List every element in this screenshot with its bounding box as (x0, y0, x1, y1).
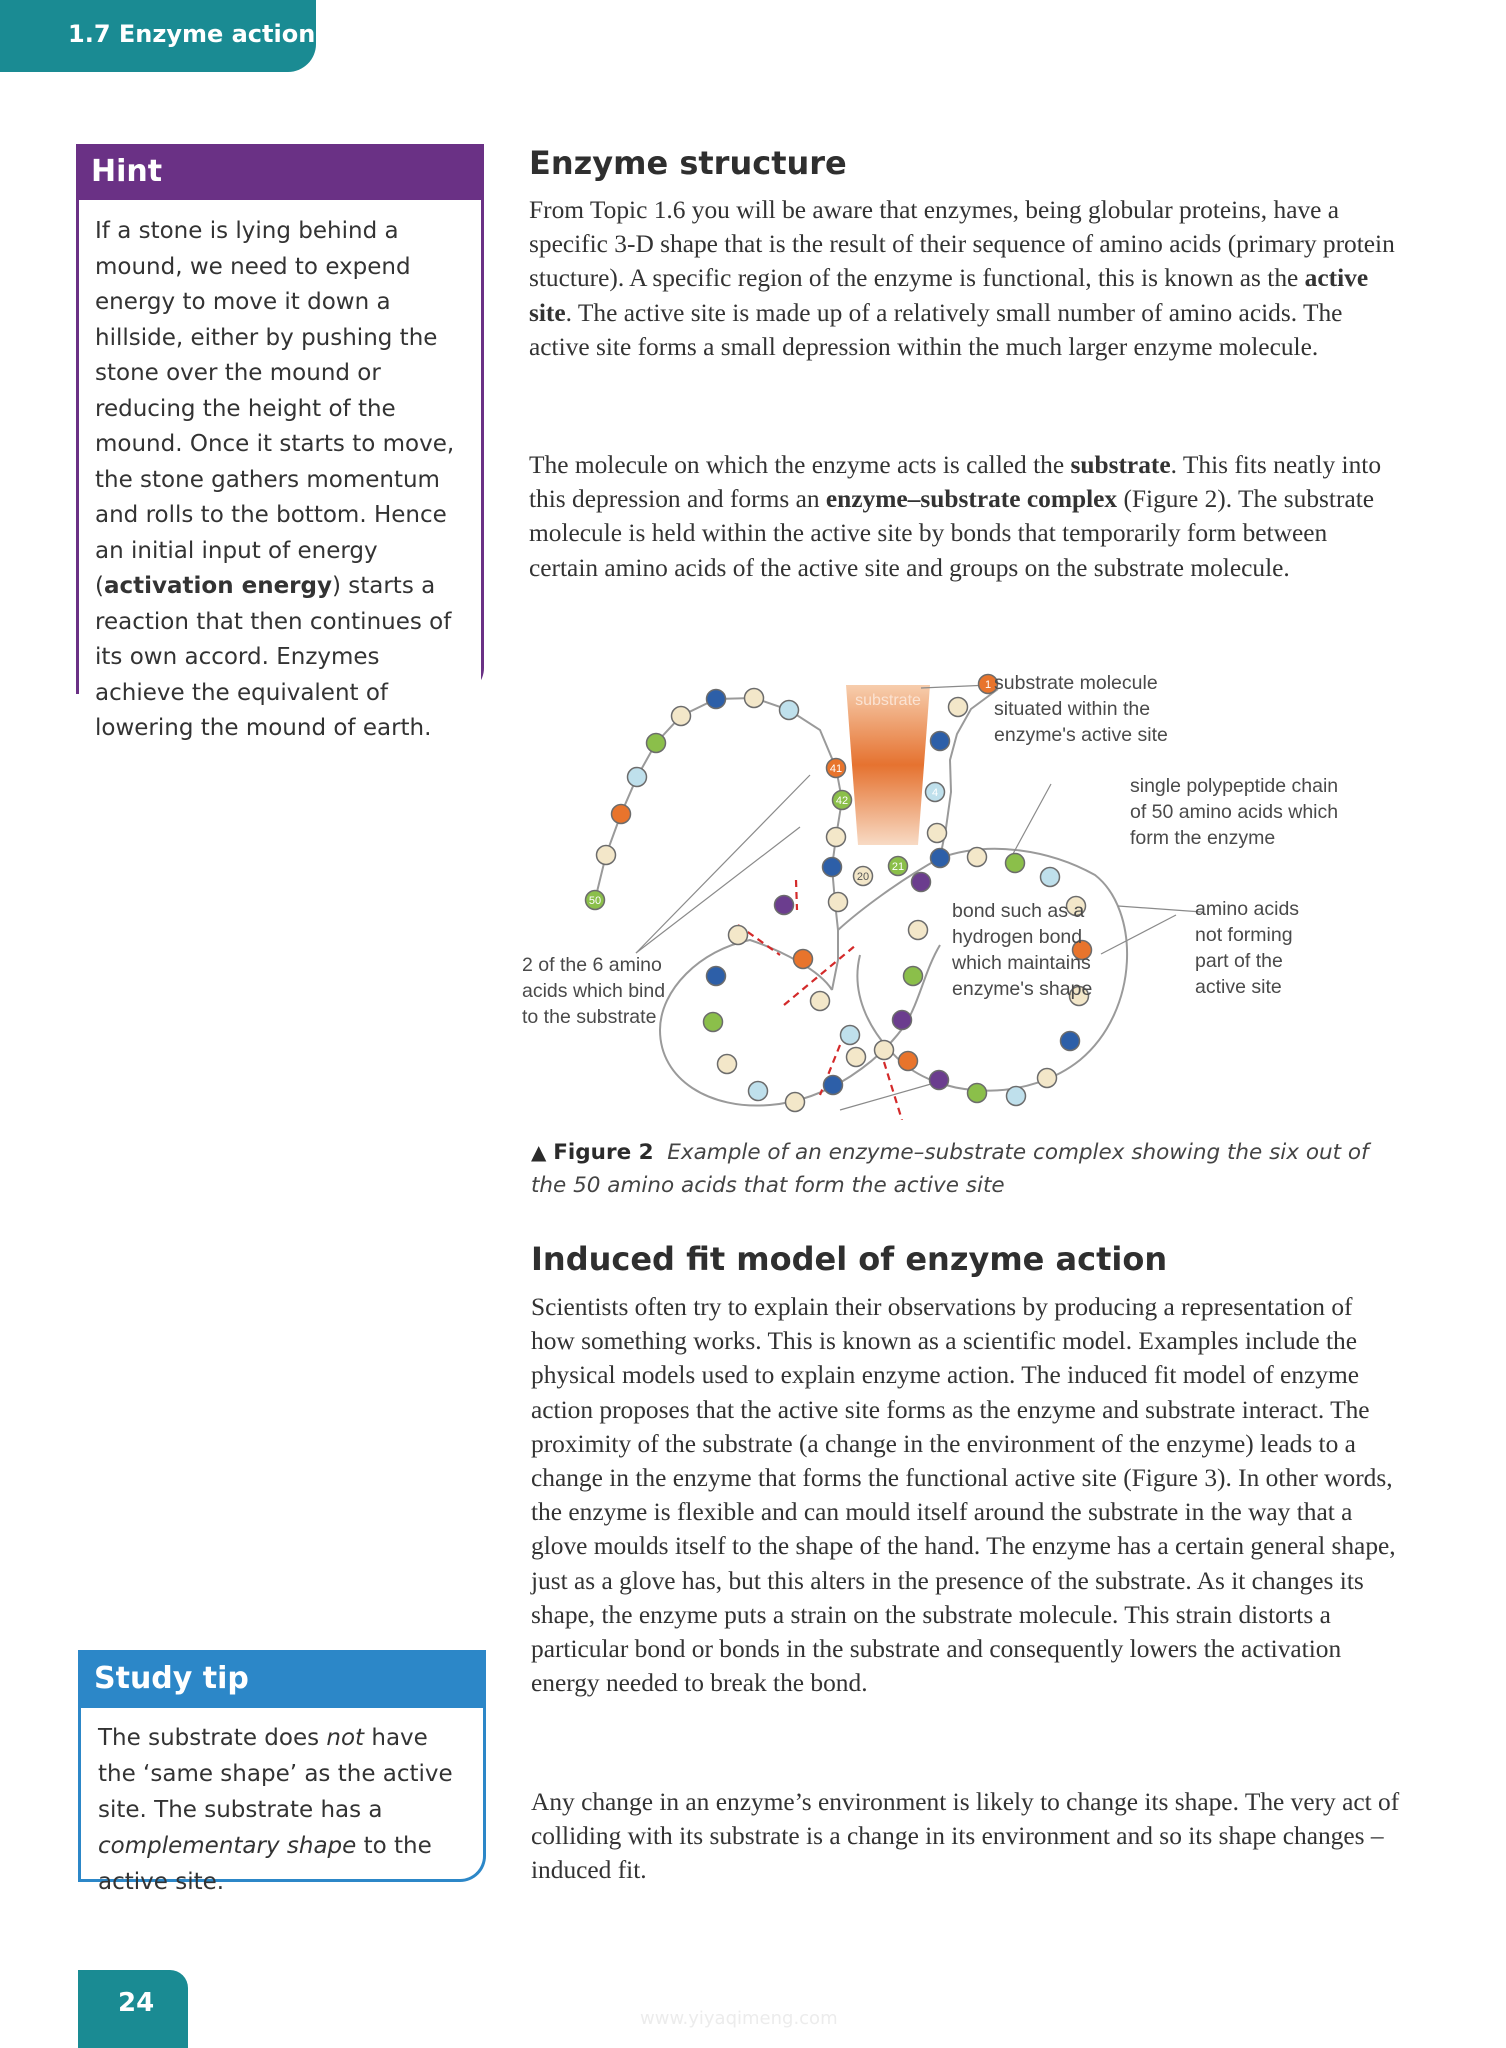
bead-number-42: 42 (835, 795, 849, 807)
label-bind-line-1: 2 of the 6 amino (522, 954, 662, 976)
paragraph-4: Any change in an enzyme’s environment is likely to change its shape. The very act of colliding with its substrate is a change in its environment and so its shape changes – induced fit. (531, 1788, 1400, 1885)
label-bind-line-3: to the substrate (522, 1006, 657, 1028)
bead (1038, 1069, 1057, 1088)
bead (1041, 868, 1060, 887)
label-substrate-line-1: substrate molecule (994, 672, 1158, 694)
bead (628, 768, 647, 787)
bead (647, 734, 666, 753)
bead (780, 701, 799, 720)
bead (672, 707, 691, 726)
bead (612, 805, 631, 824)
caption-figure-number: Figure 2 (553, 1140, 654, 1165)
substrate-label-inside: substrate (855, 692, 921, 709)
hint-text-b: ) starts a reaction that then continues of its own accord. Enzymes achieve the equivalent of lowering the mound of earth. (95, 573, 452, 741)
caption-text: Example of an enzyme–substrate complex showing the six out of the 50 amino acids that form the active site (531, 1140, 1369, 1198)
bead (775, 896, 794, 915)
study-tip-text-1: The substrate does (98, 1725, 327, 1751)
label-bond-line-3: which maintains (952, 952, 1091, 974)
label-bond-line-4: enzyme's shape (952, 978, 1093, 1000)
bead (824, 1076, 843, 1095)
label-amino-line-4: active site (1195, 976, 1282, 998)
bead (823, 858, 842, 877)
bead-number-4: 4 (931, 787, 939, 799)
bead-number-20: 20 (856, 871, 870, 883)
label-bond-line-2: hydrogen bond (952, 926, 1083, 948)
bead (786, 1093, 805, 1112)
paragraph-2-bold-1: substrate (1070, 451, 1171, 479)
bead-number-41: 41 (829, 763, 843, 775)
bead (875, 1041, 894, 1060)
study-tip-box (78, 1650, 486, 1895)
bead (829, 893, 848, 912)
bead (811, 992, 830, 1011)
study-tip-text-3: have the ‘same shape’ as the active site. The substrate has a (98, 1725, 453, 1823)
label-chain-line-1: single polypeptide chain (1130, 775, 1339, 797)
paragraph-3: Scientists often try to explain their observations by producing a representation of how something works. This is known as a scientific model. Examples include the physical models used to explain enzyme action. The induced fit model of enzyme action proposes that the active site forms as the enzyme and substrate interact. The proximity of the substrate (a change in the environment of the enzyme) leads to a change in the enzyme that forms the functional active site (Figure 3). In other words, the enzyme is flexible and can mould itself around the substrate in the way that a glove moulds itself to the shape of the hand. The enzyme has a certain general shape, just as a glove has, but this alters in the presence of the substrate. As it changes its shape, the enzyme puts a strain on the substrate molecule. This strain distorts a particular bond or bonds in the substrate and consequently lowers the activation energy needed to break the bond. (531, 1293, 1396, 1698)
study-tip-body (81, 1708, 483, 1900)
bead (1061, 1032, 1080, 1051)
bead (749, 1082, 768, 1101)
bead (729, 926, 748, 945)
label-substrate-line-2: situated within the (994, 698, 1151, 720)
study-tip-text-5: to the active site. (98, 1833, 432, 1895)
chapter-label: 1.7 Enzyme action (68, 20, 316, 48)
bead (704, 1013, 723, 1032)
hint-text-bold: activation energy (103, 573, 332, 599)
label-substrate-line-3: enzyme's active site (994, 724, 1168, 746)
bead (968, 848, 987, 867)
bead-number-50: 50 (588, 895, 602, 907)
watermark-text: www.yiyaqimeng.com (640, 2008, 838, 2029)
label-chain-line-3: form the enzyme (1130, 827, 1276, 849)
label-bond-line-1: bond such as a (952, 900, 1085, 922)
section-heading-enzyme-structure: Enzyme structure (529, 144, 847, 182)
bead (827, 828, 846, 847)
paragraph-1-bold: active site (529, 264, 1369, 327)
bead (930, 1071, 949, 1090)
bead (931, 732, 950, 751)
study-tip-title: Study tip (78, 1650, 486, 1708)
bead (893, 1011, 912, 1030)
label-amino-line-1: amino acids (1195, 898, 1300, 920)
bead (841, 1026, 860, 1045)
paragraph-1-text-a: From Topic 1.6 you will be aware that enzymes, being globular proteins, have a specific 3-D shape that is the result of their sequence of amino acids (primary protein stucture). A specific region of the enzyme is functional, this is known as the (529, 196, 1395, 293)
label-chain-line-2: of 50 amino acids which (1130, 801, 1339, 823)
bead (718, 1055, 737, 1074)
hint-title: Hint (76, 144, 484, 200)
bead (745, 689, 764, 708)
paragraph-2-text-c: (Figure 2). The substrate molecule is held within the active site by bonds that temporarily form between certain amino acids of the active site and groups on the substrate molecule. (529, 485, 1375, 582)
bead (912, 873, 931, 892)
hint-text-a: If a stone is lying behind a mound, we need to expend energy to move it down a hillside, either by pushing the stone over the mound or reducing the height of the mound. Once it starts to move, the stone gathers momentum and rolls to the bottom. Hence an initial input of energy ( (95, 218, 455, 599)
bead-number-21: 21 (891, 861, 905, 873)
caption-marker: ▲ (531, 1140, 547, 1164)
bead (707, 690, 726, 709)
bead (597, 846, 616, 865)
paragraph-2-text-a: The molecule on which the enzyme acts is called the (529, 451, 1071, 479)
section-heading-induced-fit: Induced fit model of enzyme action (531, 1240, 1168, 1278)
paragraph-2 (529, 448, 1399, 585)
chapter-tab (0, 0, 316, 72)
bead (899, 1052, 918, 1071)
paragraph-2-text-b: . This fits neatly into this depression and forms an (529, 451, 1382, 514)
bead (909, 921, 928, 940)
page-number: 24 (118, 1988, 155, 2018)
bead (968, 1084, 987, 1103)
bead-number-1: 1 (984, 679, 992, 691)
paragraph-1 (529, 193, 1399, 364)
label-amino-line-3: part of the (1195, 950, 1283, 972)
bead (931, 849, 950, 868)
bead (904, 967, 923, 986)
enzyme-substrate-figure (520, 650, 1380, 1120)
substrate-block (846, 685, 930, 845)
bead (1007, 1087, 1026, 1106)
label-amino-line-2: not forming (1195, 924, 1293, 946)
study-tip-text-4: complementary shape (98, 1833, 357, 1859)
bead (949, 698, 968, 717)
page-number-tab (78, 1970, 188, 2048)
study-tip-text-2: not (326, 1725, 365, 1751)
hint-box (76, 144, 484, 741)
paragraph-2-bold-2: enzyme–substrate complex (825, 485, 1118, 514)
figure-caption (531, 1136, 1391, 1202)
label-bind-line-2: acids which bind (522, 980, 666, 1002)
bead (794, 950, 813, 969)
bead (928, 824, 947, 843)
hint-body (79, 200, 481, 747)
bead (1006, 854, 1025, 873)
paragraph-1-text-b: . The active site is made up of a relatively small number of amino acids. The active site forms a small depression within the much larger enzyme molecule. (529, 298, 1343, 361)
bead (847, 1048, 866, 1067)
bead (707, 967, 726, 986)
